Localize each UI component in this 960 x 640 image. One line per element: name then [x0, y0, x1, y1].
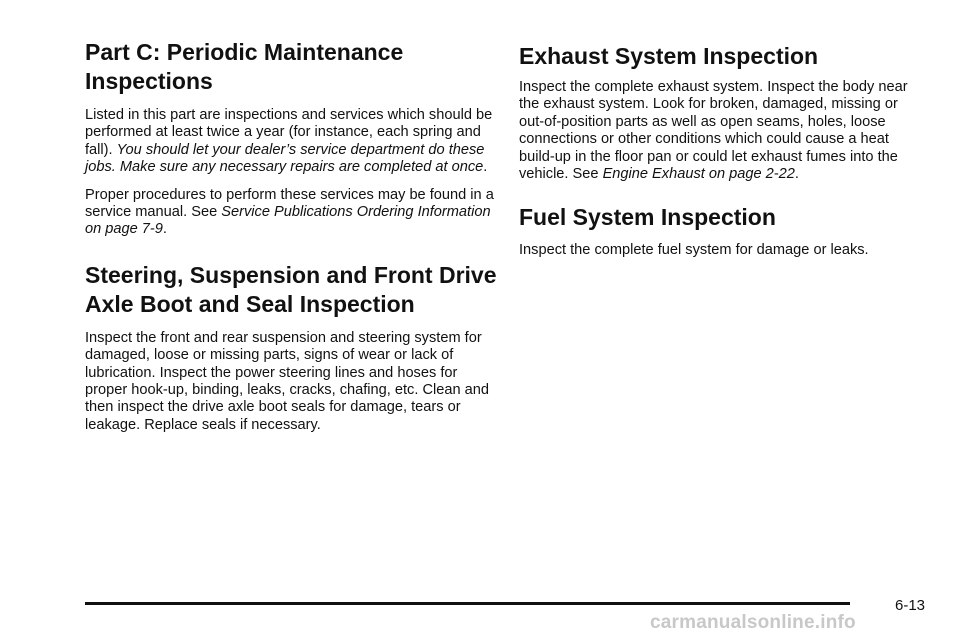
engine-exhaust-reference[interactable]: Engine Exhaust on page 2-22 [602, 166, 795, 183]
part-c-paragraph-1-end: . [483, 159, 488, 176]
right-column [519, 38, 921, 270]
steering-heading: Steering, Suspension and Front Drive Axle Boot and Seal Inspection [85, 261, 497, 317]
service-publications-reference[interactable]: Service Publications Ordering Information on page 7-9 [85, 204, 491, 238]
part-c-paragraph-2-end: . [162, 221, 167, 238]
dealer-service-note: You should let your dealer’s service department do these jobs. Make sure any necessary repairs are completed at once [85, 141, 485, 176]
part-c-heading: Part C: Periodic Maintenance Inspections [85, 39, 404, 94]
page-number: 6-13 [895, 597, 926, 614]
steering-paragraph: Inspect the front and rear suspension and steering system for damaged, loose or missing parts, signs of wear or lack of lubrication. Inspect the power steering lines and hoses for proper hook-up, binding, leaks, cracks, chafing, etc. Clean and then inspect the drive axle boot seals for damage, tears or leakage. Replace seals if necessary. [85, 329, 489, 433]
part-c-paragraph-1-text: Listed in this part are inspections and services which should be performed at least twice a year (for instance, each spring and fall). [85, 107, 493, 158]
fuel-heading: Fuel System Inspection [519, 204, 776, 231]
part-c-paragraph-1 [85, 107, 497, 177]
fuel-paragraph: Inspect the complete fuel system for damage or leaks. [519, 242, 869, 259]
exhaust-paragraph-end: . [794, 166, 799, 183]
exhaust-paragraph-text: Inspect the complete exhaust system. Inspect the body near the exhaust system. Look for broken, damaged, missing or out-of-position parts as well as open seams, holes, loose connections or other conditions which could cause a heat build-up in the floor pan or could let exhaust fumes into the vehicle. See [519, 79, 908, 183]
exhaust-paragraph [519, 79, 921, 183]
watermark-text: carmanualsonline.info [650, 612, 856, 633]
part-c-paragraph-2 [85, 187, 497, 239]
exhaust-heading: Exhaust System Inspection [519, 43, 819, 69]
footer-rule [85, 602, 850, 605]
left-column [85, 38, 497, 444]
part-c-paragraph-2-text: Proper procedures to perform these services may be found in a service manual. See [85, 186, 494, 221]
